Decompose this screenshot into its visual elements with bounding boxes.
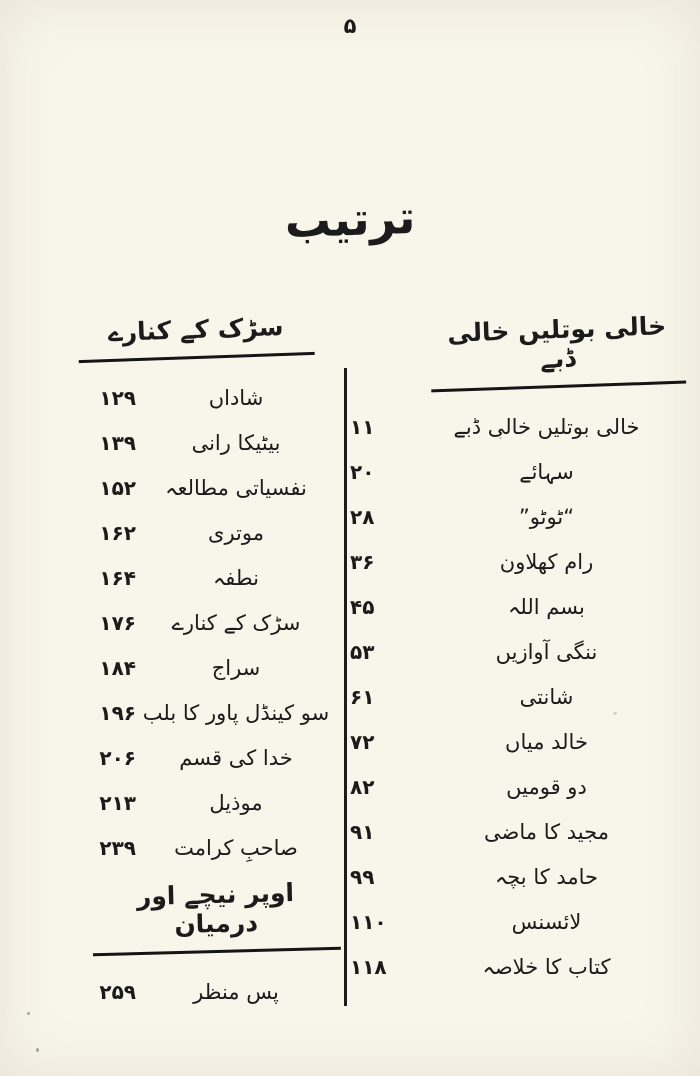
entry-page-number: ۱۷۶ (99, 610, 136, 635)
toc-entry (350, 494, 685, 539)
entry-title: “ٹوٹو” (518, 504, 575, 529)
entry-page-number: ۱۱۰ (350, 909, 387, 934)
section-header-khali-botlein: خالی بوتلیں خالی ڈبے (429, 311, 686, 393)
toc-entry (350, 719, 685, 764)
entry-page-number: ۲۰۶ (99, 745, 136, 770)
toc-entry (350, 539, 685, 584)
scan-speck (36, 1048, 39, 1052)
entry-page-number: ۹۹ (350, 864, 375, 889)
toc-entry (18, 690, 336, 735)
entry-page-number: ۷۲ (350, 729, 375, 754)
toc-entry (18, 510, 336, 555)
column-divider-rule (344, 368, 347, 1006)
entry-page-number: ۱۲۹ (99, 385, 136, 410)
toc-entry (18, 555, 336, 600)
toc-entry (18, 375, 336, 420)
entry-title: سراج (211, 655, 261, 680)
entry-page-number: ۱۱۸ (350, 954, 387, 979)
page-number: ۵ (343, 14, 357, 38)
entry-title: سڑک کے کنارے (171, 610, 301, 635)
entry-title: موذیل (209, 790, 263, 815)
toc-entry (350, 584, 685, 629)
entry-title: بسم اللہ (508, 594, 585, 619)
entry-title: رام کھلاون (499, 549, 594, 574)
toc-entry (350, 404, 685, 449)
entry-title: سہائے (519, 459, 574, 484)
toc-entry (18, 420, 336, 465)
toc-entry (350, 944, 685, 989)
scan-speck (499, 437, 502, 439)
entry-page-number: ۱۶۴ (99, 565, 136, 590)
entry-title: شاداں (208, 385, 264, 410)
entry-page-number: ۳۶ (350, 549, 375, 574)
entry-page-number: ۱۱ (350, 414, 375, 439)
entry-page-number: ۲۵۹ (99, 979, 136, 1004)
entry-page-number: ۱۳۹ (99, 430, 136, 455)
entry-title: بیٹیکا رانی (191, 430, 281, 455)
toc-entry (350, 629, 685, 674)
entry-title: نطفہ (213, 565, 259, 590)
scan-speck (27, 1012, 30, 1015)
toc-entry (350, 809, 685, 854)
entry-title: صاحبِ کرامت (174, 835, 298, 860)
entry-page-number: ۲۸ (350, 504, 375, 529)
toc-entry (350, 854, 685, 899)
toc-column-second-section (18, 311, 336, 1014)
entry-page-number: ۲۳۹ (99, 835, 136, 860)
entry-page-number: ۵۳ (350, 639, 375, 664)
section-subheading-upar-neeche: اوپر نیچے اور درمیان (91, 877, 341, 956)
entry-page-number: ۲۰ (350, 459, 375, 484)
toc-rows (350, 404, 685, 989)
toc-entry (350, 764, 685, 809)
entry-title: ننگی آوازیں (495, 639, 598, 664)
toc-entry (18, 465, 336, 510)
entry-page-number: ۱۵۲ (99, 475, 136, 500)
entry-page-number: ۴۵ (350, 594, 375, 619)
toc-entry (18, 969, 336, 1014)
entry-page-number: ۱۹۶ (99, 700, 136, 725)
section-header-sarak-ke-kinare: سڑک کے کنارے (77, 311, 314, 363)
toc-entry (350, 674, 685, 719)
toc-column-first-section (350, 311, 685, 989)
entry-title: حامد کا بچہ (494, 864, 599, 889)
entry-title: موتری (208, 520, 264, 545)
toc-entry (18, 645, 336, 690)
toc-entry (350, 899, 685, 944)
toc-entry (18, 600, 336, 645)
entry-title: دو قومیں (506, 774, 587, 799)
toc-rows (18, 375, 336, 870)
scan-speck (613, 712, 617, 715)
toc-entry (18, 780, 336, 825)
entry-title: خالی بوتلیں خالی ڈبے (453, 414, 640, 439)
entry-page-number: ۸۲ (350, 774, 375, 799)
entry-title: لائسنس (511, 909, 582, 934)
entry-title: خدا کی قسم (179, 745, 293, 770)
entry-title: سو کینڈل پاور کا بلب (142, 700, 330, 725)
entry-title: شانتی (519, 684, 574, 709)
entry-title: مجید کا ماضی (484, 819, 609, 844)
entry-page-number: ۹۱ (350, 819, 375, 844)
toc-entry (18, 825, 336, 870)
entry-title: خالد میاں (505, 729, 588, 754)
toc-title: ترتیب (283, 189, 417, 249)
entry-page-number: ۱۸۴ (99, 655, 136, 680)
toc-entry (350, 449, 685, 494)
entry-title: کتاب کا خلاصہ (482, 954, 611, 979)
toc-entry (18, 735, 336, 780)
entry-page-number: ۱۶۲ (99, 520, 136, 545)
entry-title: پس منظر (193, 979, 279, 1004)
entry-page-number: ۶۱ (350, 684, 375, 709)
entry-title: نفسیاتی مطالعہ (165, 475, 307, 500)
entry-page-number: ۲۱۳ (99, 790, 136, 815)
